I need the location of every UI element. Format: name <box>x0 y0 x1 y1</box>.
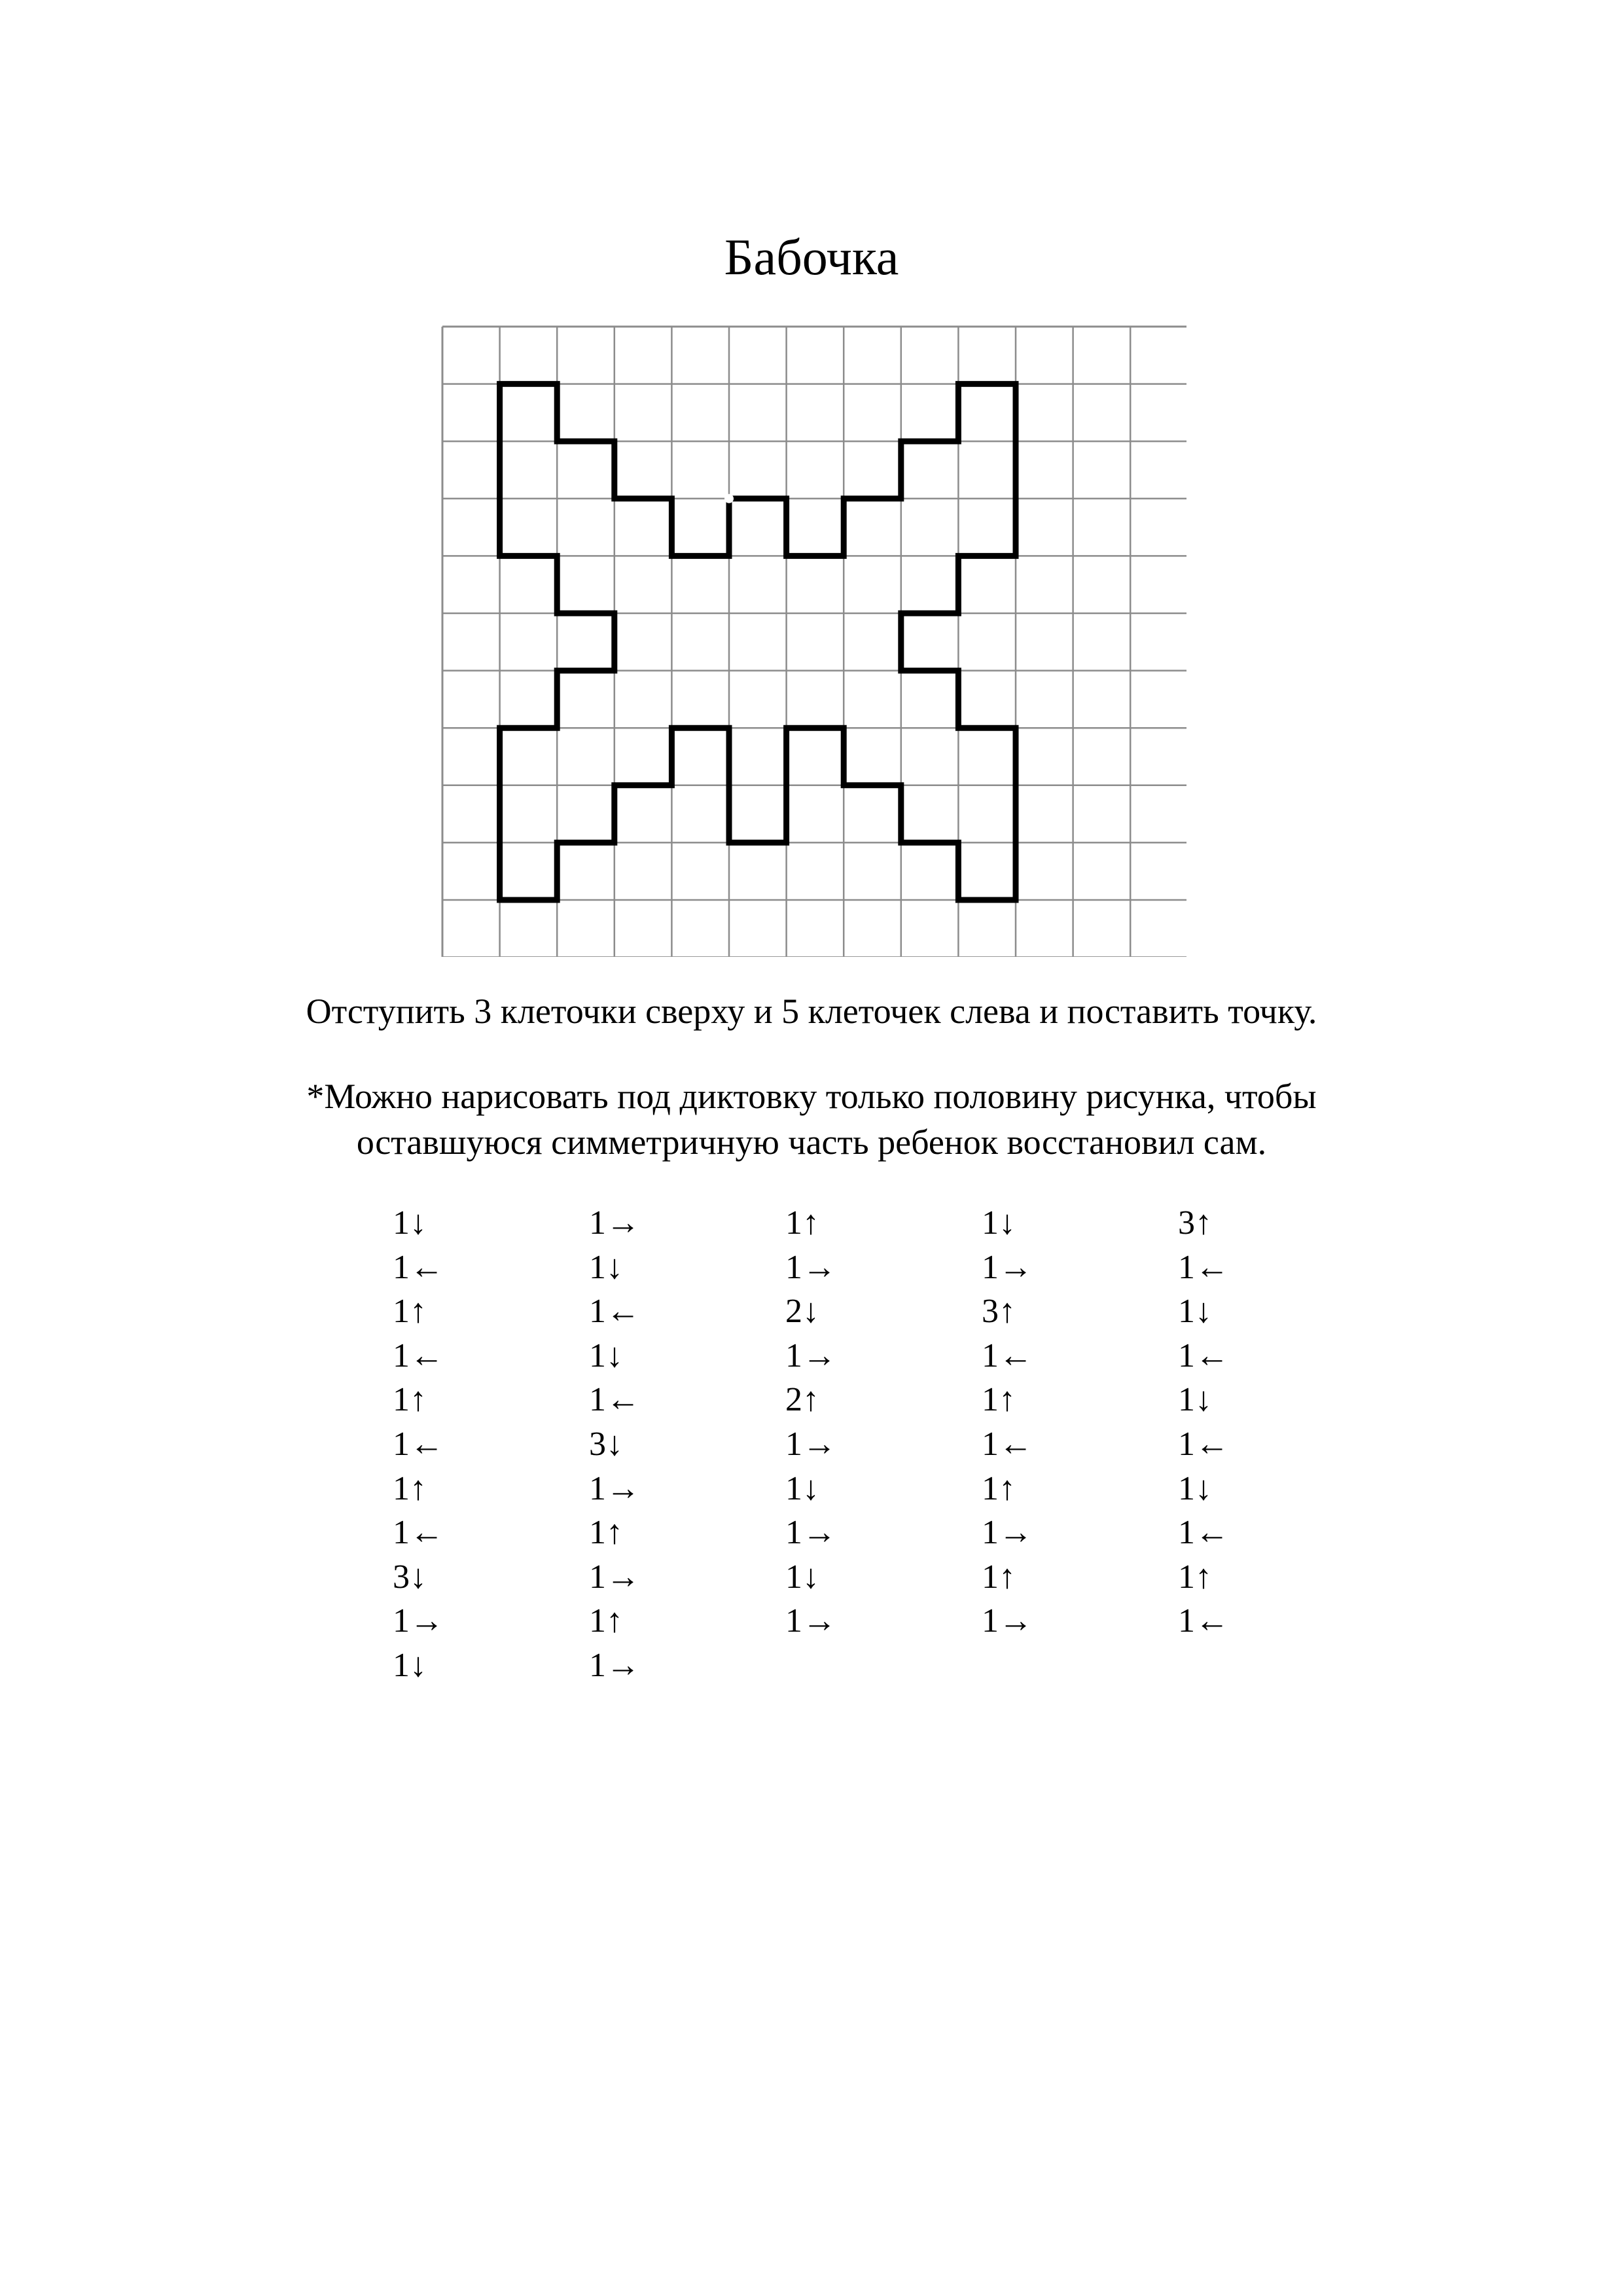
start-point <box>724 494 734 503</box>
dictation-step: 1↓ <box>1178 1469 1212 1507</box>
dictation-step: 1↓ <box>785 1469 819 1507</box>
dictation-step: 3↑ <box>982 1293 1016 1331</box>
dictation-step: 1↓ <box>589 1336 623 1374</box>
dictation-step: 2↑ <box>785 1381 819 1419</box>
dictation-step: 1↓ <box>589 1248 623 1286</box>
dictation-step: 1→ <box>589 1204 640 1242</box>
dictation-step: 1← <box>393 1336 444 1374</box>
dictation-step: 1↓ <box>393 1204 427 1242</box>
dictation-step: 1↓ <box>982 1204 1016 1242</box>
dictation-step: 1↑ <box>589 1602 623 1640</box>
dictation-step: 1→ <box>982 1514 1033 1552</box>
graph-paper-grid <box>441 325 1186 957</box>
dictation-step: 3↓ <box>393 1558 427 1596</box>
dictation-step: 1↑ <box>393 1293 427 1331</box>
dictation-step: 1→ <box>785 1514 836 1552</box>
dictation-step: 1→ <box>589 1558 640 1596</box>
note-line-2: оставшуюся симметричную часть ребенок восстановил сам. <box>356 1122 1267 1162</box>
dictation-step: 1↑ <box>1178 1558 1212 1596</box>
dictation-step: 1↓ <box>785 1558 819 1596</box>
butterfly-figure <box>500 384 1016 900</box>
dictation-step: 1↑ <box>393 1469 427 1507</box>
steps-column-3 <box>785 1201 916 1643</box>
steps-column-4 <box>982 1201 1113 1643</box>
dictation-step: 1→ <box>785 1602 836 1640</box>
steps-column-2 <box>589 1201 720 1688</box>
note-text <box>196 1073 1427 1165</box>
dictation-step: 1← <box>982 1336 1033 1374</box>
dictation-step: 1↑ <box>393 1381 427 1419</box>
dictation-step: 1→ <box>785 1425 836 1463</box>
dictation-step: 1↓ <box>1178 1293 1212 1331</box>
dictation-step: 1← <box>1178 1602 1229 1640</box>
dictation-step: 1→ <box>785 1336 836 1374</box>
dictation-step: 1← <box>393 1425 444 1463</box>
instruction-text: Отступить 3 клеточки сверху и 5 клеточек слева и поставить точку. <box>306 992 1317 1031</box>
dictation-step: 1← <box>1178 1248 1229 1286</box>
dictation-step: 1← <box>982 1425 1033 1463</box>
dictation-step: 1← <box>393 1248 444 1286</box>
steps-column-5 <box>1178 1201 1309 1643</box>
dictation-step: 3↓ <box>589 1425 623 1463</box>
page-title: Бабочка <box>724 228 899 285</box>
dictation-step: 1↑ <box>982 1558 1016 1596</box>
dictation-step: 1→ <box>589 1469 640 1507</box>
dictation-step: 1← <box>589 1381 640 1419</box>
dictation-step: 1→ <box>982 1602 1033 1640</box>
dictation-step: 1← <box>1178 1425 1229 1463</box>
dictation-step: 1↓ <box>393 1646 427 1684</box>
dictation-step: 1→ <box>393 1602 444 1640</box>
dictation-step: 1↓ <box>1178 1381 1212 1419</box>
dictation-step: 1↑ <box>785 1204 819 1242</box>
dictation-step: 3↑ <box>1178 1204 1212 1242</box>
dictation-step: 1← <box>393 1514 444 1552</box>
dictation-step: 1← <box>589 1293 640 1331</box>
dictation-step: 1↑ <box>982 1381 1016 1419</box>
dictation-step: 1→ <box>785 1248 836 1286</box>
grid-lines <box>442 327 1186 957</box>
dictation-step: 1→ <box>982 1248 1033 1286</box>
dictation-step: 1↑ <box>589 1514 623 1552</box>
dictation-step: 1← <box>1178 1336 1229 1374</box>
dictation-step: 1↑ <box>982 1469 1016 1507</box>
dictation-step: 1← <box>1178 1514 1229 1552</box>
dictation-step: 1→ <box>589 1646 640 1684</box>
dictation-step: 2↓ <box>785 1293 819 1331</box>
steps-column-1 <box>393 1201 524 1688</box>
note-line-1: *Можно нарисовать под диктовку только половину рисунка, чтобы <box>306 1077 1317 1116</box>
